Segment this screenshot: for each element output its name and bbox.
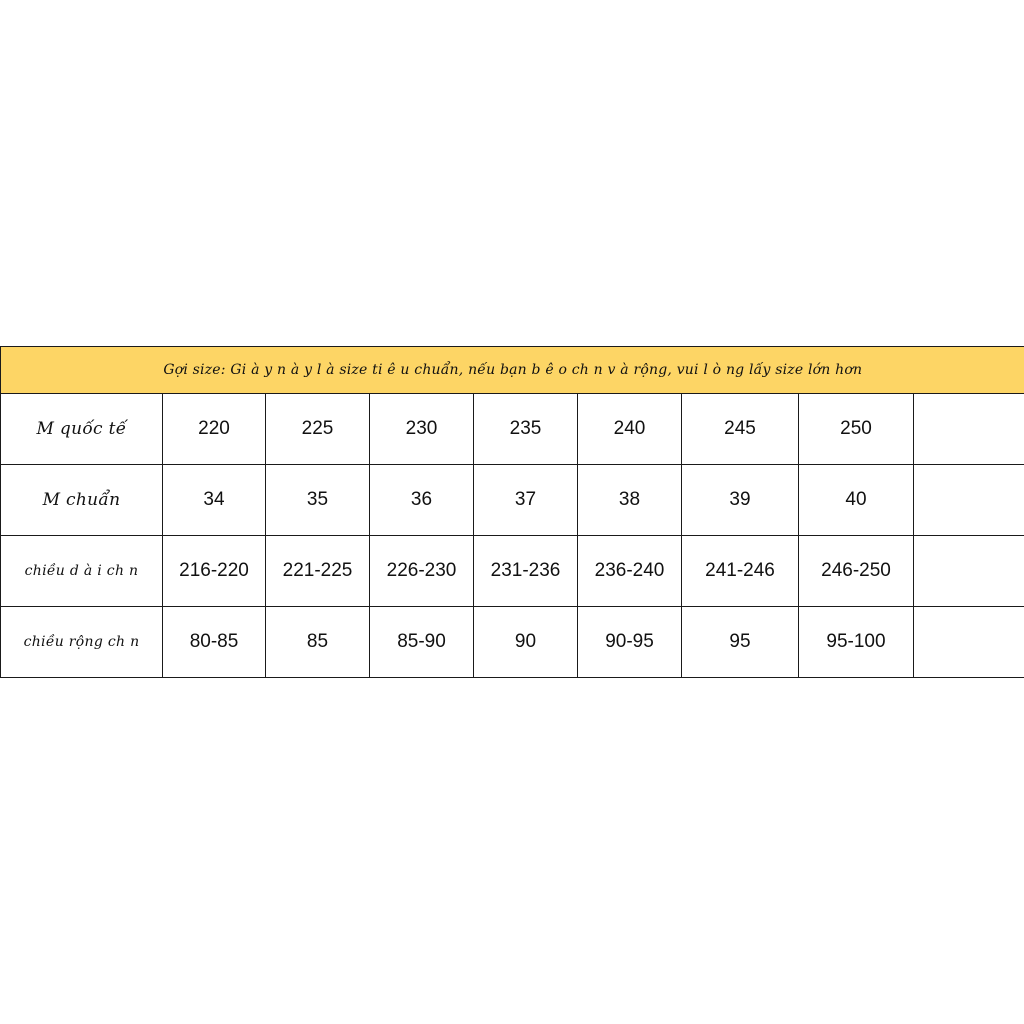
table-cell: 40 (799, 465, 914, 536)
table-cell: 34 (163, 465, 266, 536)
table-cell: 221-225 (266, 536, 370, 607)
empty-cell (914, 394, 1024, 465)
table-cell: 245 (682, 394, 799, 465)
table-row-standard-size (1, 465, 1024, 536)
table-cell: 95 (682, 607, 799, 678)
row-label-standard-size: M chuẩn (1, 465, 163, 536)
table-cell: 225 (266, 394, 370, 465)
table-cell: 220 (163, 394, 266, 465)
table-cell: 85 (266, 607, 370, 678)
table-cell: 241-246 (682, 536, 799, 607)
table-cell: 95-100 (799, 607, 914, 678)
size-chart-table (0, 346, 1024, 678)
table-row-foot-width (1, 607, 1024, 678)
empty-cell (914, 607, 1024, 678)
row-label-foot-width: chiều rộng ch n (1, 607, 163, 678)
row-label-foot-length: chiều d à i ch n (1, 536, 163, 607)
table-cell: 246-250 (799, 536, 914, 607)
table-row-foot-length (1, 536, 1024, 607)
banner-row (1, 347, 1024, 394)
size-advice-banner: Gợi size: Gi à y n à y l à size ti ê u chuẩn, nếu bạn b ê o ch n v à rộng, vui l ò ng lấy size lớn hơn (1, 347, 1024, 394)
table-cell: 85-90 (370, 607, 474, 678)
table-cell: 216-220 (163, 536, 266, 607)
empty-cell (914, 536, 1024, 607)
table-cell: 230 (370, 394, 474, 465)
table-row-international-size (1, 394, 1024, 465)
table-cell: 35 (266, 465, 370, 536)
table-cell: 90 (474, 607, 578, 678)
table-cell: 39 (682, 465, 799, 536)
table-cell: 80-85 (163, 607, 266, 678)
row-label-international-size: M quốc tế (1, 394, 163, 465)
empty-cell (914, 465, 1024, 536)
table-cell: 250 (799, 394, 914, 465)
table-cell: 37 (474, 465, 578, 536)
table-cell: 36 (370, 465, 474, 536)
table-cell: 236-240 (578, 536, 682, 607)
table-cell: 240 (578, 394, 682, 465)
table-cell: 235 (474, 394, 578, 465)
table-cell: 231-236 (474, 536, 578, 607)
table-cell: 38 (578, 465, 682, 536)
table-cell: 226-230 (370, 536, 474, 607)
table-cell: 90-95 (578, 607, 682, 678)
